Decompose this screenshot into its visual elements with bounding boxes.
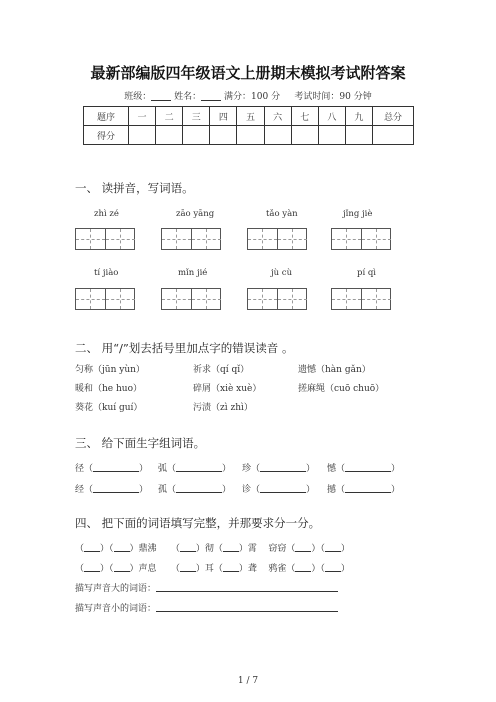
- score-header-cell: 六: [264, 107, 291, 126]
- describe-soft-line: 描写声音小的词语：: [75, 601, 338, 614]
- score-header-cell: 二: [156, 107, 183, 126]
- answer-blank[interactable]: [93, 483, 139, 493]
- page-number: 1 / 7: [237, 676, 259, 686]
- writing-grid[interactable]: [75, 288, 135, 310]
- answer-blank[interactable]: [345, 462, 391, 472]
- section2-heading: 二、 用“/”划去括号里加点字的错误读音 。: [75, 341, 294, 355]
- pinyin-label: jǐng jiè: [343, 209, 373, 219]
- writing-grid[interactable]: [161, 228, 221, 250]
- answer-blank[interactable]: [223, 562, 239, 572]
- score-cell[interactable]: [156, 126, 183, 145]
- pronunciation-item: 污渍（zì zhì）: [193, 403, 253, 413]
- name-label: 姓名：: [174, 92, 202, 102]
- answer-blank[interactable]: [223, 542, 239, 552]
- word-group-item: 憾（ ）: [327, 464, 401, 474]
- score-cell[interactable]: [291, 126, 318, 145]
- pinyin-label: tǎo yàn: [266, 209, 298, 219]
- score-cell[interactable]: [264, 126, 291, 145]
- word-group-item: 径（ ）: [75, 464, 149, 474]
- score-cell[interactable]: [237, 126, 264, 145]
- answer-blank[interactable]: [176, 462, 222, 472]
- word-group-item: 孤（ ）: [158, 485, 232, 495]
- answer-blank[interactable]: [180, 562, 196, 572]
- score-header-cell: 三: [183, 107, 210, 126]
- writing-grid[interactable]: [331, 288, 391, 310]
- score-table-score-row: [84, 126, 414, 145]
- answer-blank[interactable]: [325, 542, 341, 552]
- pinyin-label: zhì zé: [94, 209, 119, 219]
- writing-grid[interactable]: [75, 228, 135, 250]
- section1-heading: 一、 读拼音，写词语。: [75, 181, 194, 195]
- pinyin-label: jù cù: [271, 268, 293, 278]
- answer-line[interactable]: [156, 602, 338, 612]
- section3-heading: 三、 给下面生字组词语。: [75, 436, 206, 450]
- score-cell[interactable]: [129, 126, 156, 145]
- exam-info-line: [0, 89, 496, 102]
- answer-blank[interactable]: [114, 562, 130, 572]
- word-group-item: 经（ ）: [75, 485, 149, 495]
- answer-blank[interactable]: [295, 562, 311, 572]
- score-cell[interactable]: [345, 126, 372, 145]
- score-header-cell: 七: [291, 107, 318, 126]
- answer-blank[interactable]: [180, 542, 196, 552]
- writing-grid[interactable]: [247, 228, 307, 250]
- idiom-fill-row: （ ）（ ）鼎沸 （ ）彻（ ）霄 窃窃（ ）（ ）: [75, 544, 350, 554]
- pronunciation-item: 祈求（qí qǐ）: [193, 365, 250, 375]
- score-cell[interactable]: [318, 126, 345, 145]
- score-cell[interactable]: [373, 126, 414, 145]
- score-header-cell: 题序: [84, 107, 129, 126]
- document-title: 最新部编版四年级语文上册期末模拟考试附答案: [90, 64, 406, 82]
- answer-blank[interactable]: [114, 542, 130, 552]
- score-header-cell: 四: [210, 107, 237, 126]
- answer-blank[interactable]: [260, 483, 306, 493]
- score-table: [83, 106, 414, 145]
- pronunciation-item: 暖和（he huo）: [75, 384, 142, 394]
- score-row-label: 得分: [84, 126, 129, 145]
- pinyin-label: mǐn jié: [178, 268, 208, 278]
- score-table-header-row: [84, 107, 414, 126]
- pronunciation-item: 碎屑（xiè xuè）: [193, 384, 262, 394]
- answer-blank[interactable]: [84, 562, 100, 572]
- answer-blank[interactable]: [84, 542, 100, 552]
- full-score: 满分：100 分: [224, 92, 281, 102]
- pinyin-label: pí qì: [357, 268, 377, 278]
- class-label: 班级：: [124, 92, 152, 102]
- pronunciation-item: 匀称（jūn yùn）: [75, 365, 145, 375]
- pronunciation-item: 搓麻绳（cuō chuō）: [298, 384, 385, 394]
- writing-grid[interactable]: [161, 288, 221, 310]
- score-header-cell: 八: [318, 107, 345, 126]
- exam-time: 考试时间：90 分钟: [294, 92, 372, 102]
- score-header-cell: 一: [129, 107, 156, 126]
- writing-grid[interactable]: [331, 228, 391, 250]
- word-group-item: 撼（ ）: [327, 485, 401, 495]
- answer-blank[interactable]: [345, 483, 391, 493]
- score-header-cell: 九: [345, 107, 372, 126]
- word-group-item: 诊（ ）: [242, 485, 316, 495]
- answer-blank[interactable]: [325, 562, 341, 572]
- pinyin-label: tí jiào: [94, 268, 119, 278]
- answer-blank[interactable]: [260, 462, 306, 472]
- pinyin-label: zāo yāng: [176, 209, 215, 219]
- score-cell[interactable]: [210, 126, 237, 145]
- score-header-cell: 总分: [373, 107, 414, 126]
- answer-blank[interactable]: [176, 483, 222, 493]
- writing-grid[interactable]: [247, 288, 307, 310]
- name-blank: [201, 91, 221, 101]
- describe-loud-line: 描写声音大的词语：: [75, 581, 338, 594]
- pronunciation-item: 葵花（kuí guí）: [75, 403, 143, 413]
- class-blank: [151, 91, 171, 101]
- score-header-cell: 五: [237, 107, 264, 126]
- answer-blank[interactable]: [295, 542, 311, 552]
- section4-heading: 四、 把下面的词语填写完整，并那要求分一分。: [75, 516, 321, 530]
- word-group-item: 弧（ ）: [158, 464, 232, 474]
- answer-line[interactable]: [156, 582, 338, 592]
- idiom-fill-row: （ ）（ ）声息 （ ）耳（ ）聋 鸦雀（ ）（ ）: [75, 564, 350, 574]
- answer-blank[interactable]: [93, 462, 139, 472]
- word-group-item: 珍（ ）: [242, 464, 316, 474]
- pronunciation-item: 遗憾（hàn gǎn）: [298, 365, 371, 375]
- score-cell[interactable]: [183, 126, 210, 145]
